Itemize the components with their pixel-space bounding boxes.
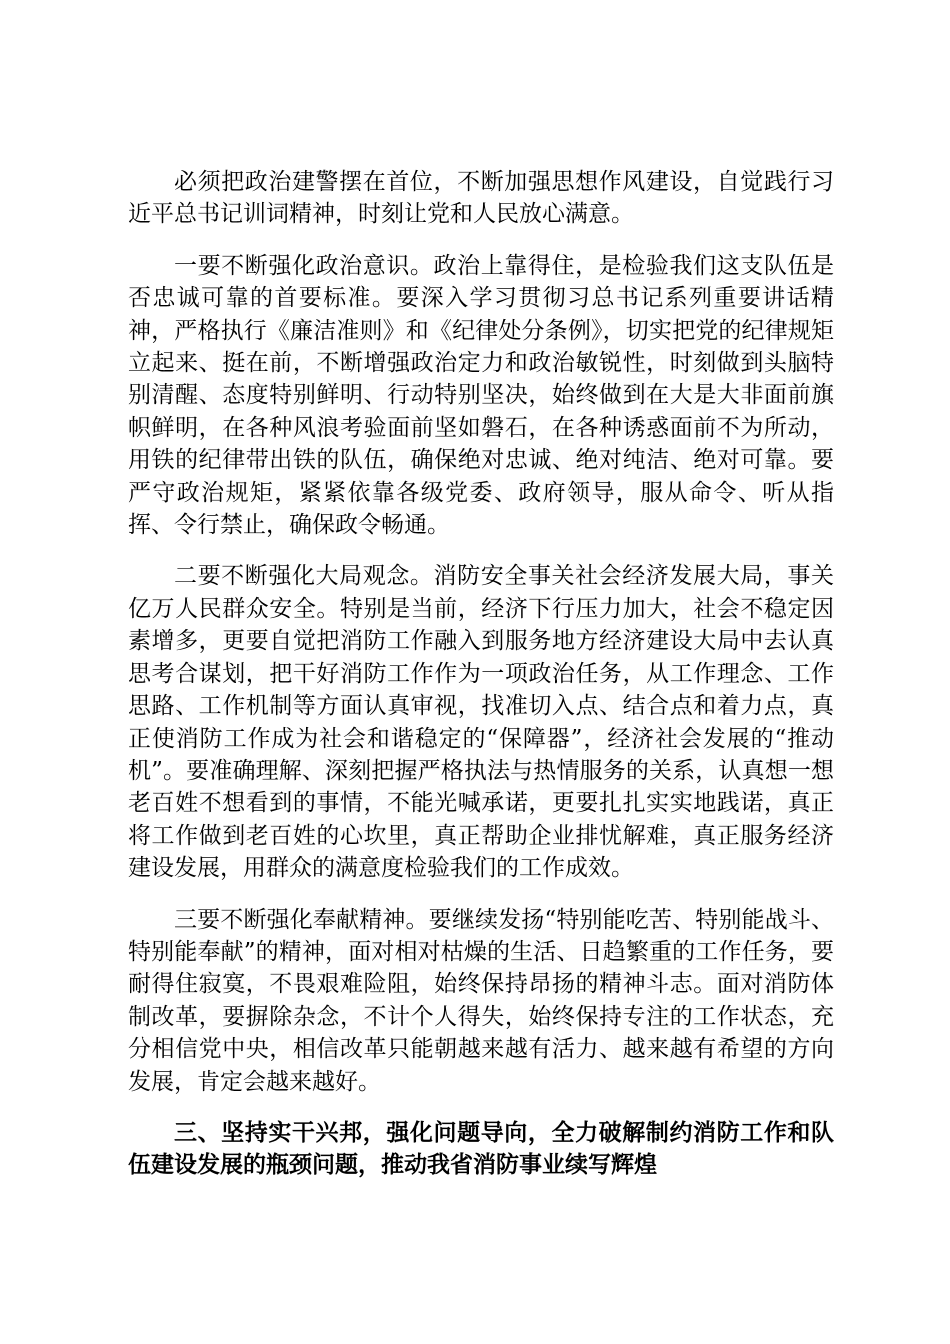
paragraph-political-awareness: 一要不断强化政治意识。政治上靠得住，是检验我们这支队伍是否忠诚可靠的首要标准。要深入学习贯彻习总书记系列重要讲话精神，严格执行《廉洁准则》和《纪律处分条例》，切实把党的纪律规矩立起来、挺在前，不断增强政治定力和政治敏锐性，时刻做到头脑特别清醒、态度特别鲜明、行动特别坚决，始终做到在大是大非面前旗帜鲜明，在各种风浪考验面前坚如磐石，在各种诱惑面前不为所动，用铁的纪律带出铁的队伍，确保绝对忠诚、绝对纯洁、绝对可靠。要严守政治规矩，紧紧依靠各级党委、政府领导，服从命令、听从指挥、令行禁止，确保政令畅通。 bbox=[128, 252, 834, 539]
paragraph-overall-situation: 二要不断强化大局观念。消防安全事关社会经济发展大局，事关亿万人民群众安全。特别是当前，经济下行压力加大，社会不稳定因素增多，更要自觉把消防工作融入到服务地方经济建设大局中去认真思考合谋划，把干好消防工作作为一项政治任务，从工作理念、工作思路、工作机制等方面认真审视，找准切入点、结合点和着力点，真正使消防工作成为社会和谐稳定的“保障器”，经济社会发展的“推动机”。要准确理解、深刻把握严格执法与热情服务的关系，认真想一想老百姓不想看到的事情，不能光喊承诺，更要扎扎实实地践诺，真正将工作做到老百姓的心坎里，真正帮助企业排忧解难，真正服务经济建设发展，用群众的满意度检验我们的工作成效。 bbox=[128, 563, 834, 882]
section-heading-three: 三、坚持实干兴邦，强化问题导向，全力破解制约消防工作和队伍建设发展的瓶颈问题，推动我省消防事业续写辉煌 bbox=[128, 1119, 834, 1179]
paragraph-dedication-spirit: 三要不断强化奉献精神。要继续发扬“特别能吃苦、特别能战斗、特别能奉献”的精神，面对相对枯燥的生活、日趋繁重的工作任务，要耐得住寂寞，不畏艰难险阻，始终保持昂扬的精神斗志。面对消防体制改革，要摒除杂念，不计个人得失，始终保持专注的工作状态，充分相信党中央，相信改革只能朝越来越有活力、越来越有希望的方向发展，肯定会越来越好。 bbox=[128, 906, 834, 1095]
document-body bbox=[128, 166, 834, 1182]
paragraph-intro: 必须把政治建警摆在首位，不断加强思想作风建设，自觉践行习近平总书记训词精神，时刻让党和人民放心满意。 bbox=[128, 169, 834, 228]
